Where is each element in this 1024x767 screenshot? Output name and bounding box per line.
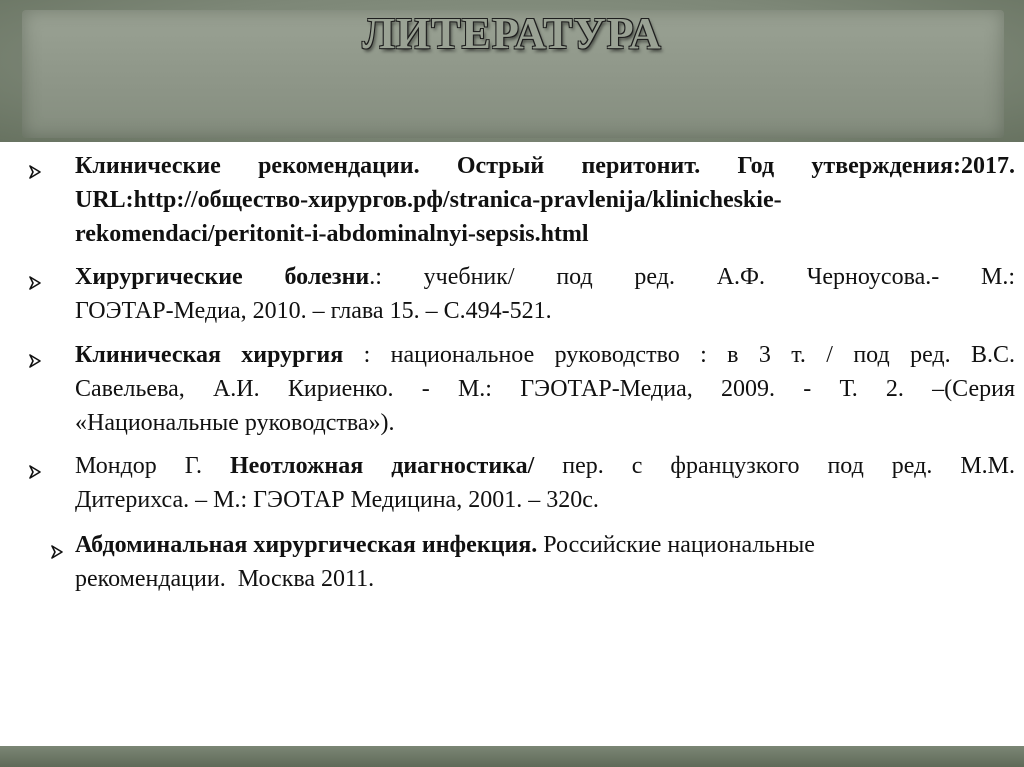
reference-line [75,338,1015,372]
reference-author: Мондор Г. [75,453,230,479]
reference-rest: пер. с французкого под ред. М.М. [534,453,1015,479]
reference-line [75,260,1015,294]
reference-title: Хирургические болезни [75,264,370,290]
reference-title: Клиническая хирургия [75,342,344,368]
reference-line [75,528,965,562]
reference-line [75,449,1015,483]
reference-line: rekomendaci/peritonit-i-abdominalnyi-sepsis.html [75,221,589,247]
content-area [0,142,1024,746]
reference-text [75,449,1015,517]
reference-title: Неотложная диагностика/ [229,453,535,479]
reference-line: Дитерихса. – М.: ГЭОТАР Медицина, 2001. – 320с. [75,487,599,513]
reference-text [75,260,1015,328]
reference-line: Савельева, А.И. Кириенко. - М.: ГЭОТАР-Медиа, 2009. - Т. 2. –(Серия [75,376,1015,402]
chevron-right-arrowhead-icon [28,276,46,296]
reference-line: «Национальные руководства»). [75,410,395,436]
reference-text [75,528,965,596]
reference-title: Абдоминальная хирургическая инфекция. [75,532,538,558]
footer-band [0,746,1024,767]
reference-text [75,149,1015,251]
reference-line: ГОЭТАР-Медиа, 2010. – глава 15. – С.494-521. [75,298,552,324]
chevron-right-arrowhead-icon [28,354,46,374]
reference-line: рекомендации. Москва 2011. [75,566,375,592]
reference-rest: .: учебник/ под ред. А.Ф. Черноусова.- М.: [369,264,1015,290]
page-title: ЛИТЕРАТУРА [362,9,662,58]
reference-rest: Российские национальные [537,532,815,558]
chevron-right-arrowhead-icon [28,165,46,185]
reference-line: Клинические рекомендации. Острый перитонит. Год утверждения:2017. [75,153,1015,179]
reference-text [75,338,1015,440]
chevron-right-arrowhead-icon [28,465,46,485]
chevron-right-arrowhead-icon [50,545,68,565]
reference-rest: : национальное руководство : в 3 т. / под ред. В.С. [343,342,1015,368]
reference-line: URL:http://общество-хирургов.рф/stranica-pravlenija/klinicheskie- [75,187,782,213]
